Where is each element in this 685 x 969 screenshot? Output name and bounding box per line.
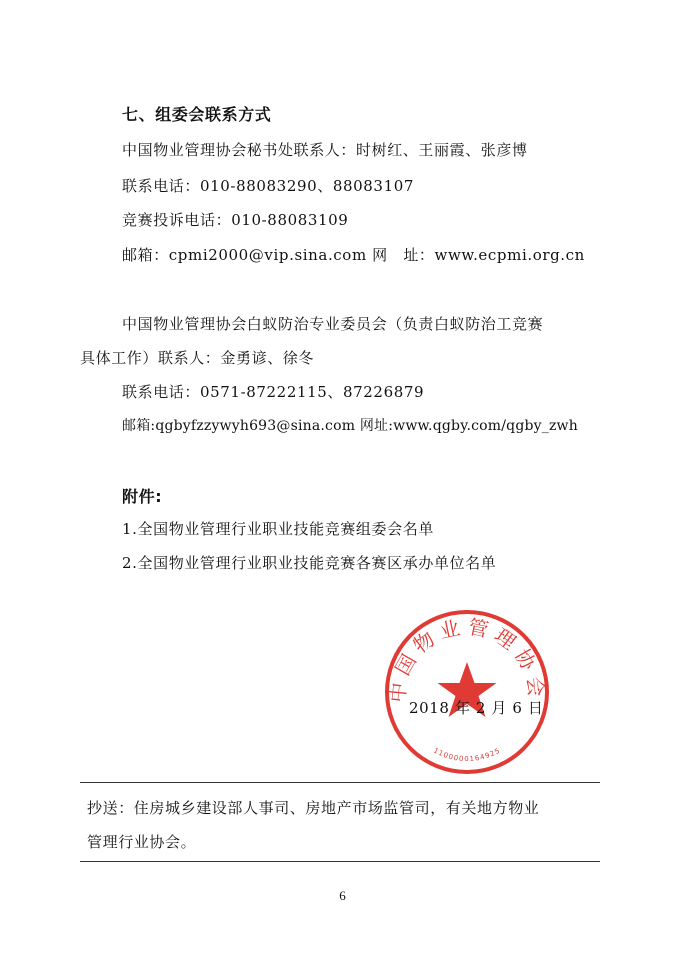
contact1-phone: 联系电话：010-88083290、88083107 — [122, 177, 414, 195]
attachment-item-2: 2.全国物业管理行业职业技能竞赛各赛区承办单位名单 — [122, 554, 497, 572]
section-heading: 七、组委会联系方式 — [122, 105, 272, 124]
official-seal — [382, 607, 552, 777]
divider-top — [80, 782, 600, 783]
contact1-org-contacts: 中国物业管理协会秘书处联系人：时树红、王丽霞、张彦博 — [122, 141, 528, 159]
seal-org-text: 中国物业管理协会 — [385, 614, 549, 704]
contact1-complaint-phone: 竞赛投诉电话：010-88083109 — [122, 211, 349, 229]
page-number: 6 — [339, 888, 346, 903]
contact2-email-web: 邮箱:qgbyfzzywyh693@sina.com 网址:www.qgby.com/qgby_zwh — [122, 418, 578, 434]
contact2-org-line1: 中国物业管理协会白蚁防治专业委员会（负责白蚁防治工竞赛 — [122, 315, 544, 333]
cc-line-1: 抄送：住房城乡建设部人事司、房地产市场监管司，有关地方物业 — [87, 799, 540, 817]
seal-code: 1100000164925 — [432, 746, 502, 764]
signature-date: 2018 年 2 月 6 日 — [409, 699, 544, 717]
divider-bottom — [80, 861, 600, 862]
contact2-org-line2: 具体工作）联系人：金勇谚、徐冬 — [80, 349, 315, 367]
attachments-heading: 附件: — [122, 487, 163, 506]
contact1-email-web: 邮箱：cpmi2000@vip.sina.com 网 址：www.ecpmi.org.cn — [122, 246, 585, 264]
contact2-phone: 联系电话：0571-87222115、87226879 — [122, 383, 425, 401]
cc-line-2: 管理行业协会。 — [87, 833, 197, 851]
attachment-item-1: 1.全国物业管理行业职业技能竞赛组委会名单 — [122, 520, 434, 538]
